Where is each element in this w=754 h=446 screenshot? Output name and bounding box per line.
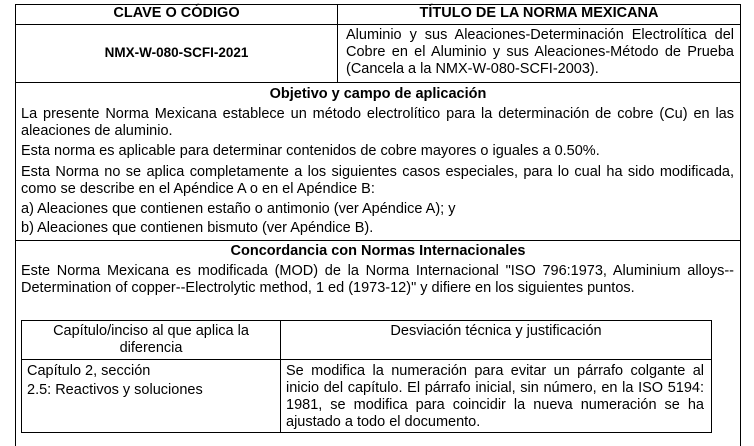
objective-heading: Objetivo y campo de aplicación bbox=[269, 86, 487, 102]
row1-justification-line-1: Se modifica la numeración para evitar un párrafo colgante al bbox=[286, 363, 704, 379]
objective-p2: Esta norma es aplicable para determinar contenidos de cobre mayores o iguales a 0.50%. bbox=[21, 143, 600, 159]
inner-right-rule bbox=[711, 320, 712, 433]
inner-col1-header-line-1: Capítulo/inciso al que aplica la bbox=[53, 323, 249, 339]
objective-bottom-rule bbox=[15, 240, 741, 241]
objective-item-b: b) Aleaciones que contienen bismuto (ver Apéndice B). bbox=[21, 220, 374, 236]
standard-code: NMX-W-080-SCFI-2021 bbox=[104, 45, 249, 60]
header-bottom-rule bbox=[15, 24, 741, 25]
header-code-label: CLAVE O CÓDIGO bbox=[113, 5, 240, 21]
concordance-line-1: Este Norma Mexicana es modificada (MOD) de la Norma Internacional "ISO 796:1973, Aluminium alloys-- bbox=[21, 263, 734, 279]
standard-title-line-3: (Cancela a la NMX-W-080-SCFI-2003). bbox=[346, 61, 599, 77]
concordance-heading: Concordancia con Normas Internacionales bbox=[230, 243, 526, 259]
row1-section: 2.5: Reactivos y soluciones bbox=[27, 382, 203, 398]
objective-p3-line-1: Esta Norma no se aplica completamente a los siguientes casos especiales, para lo cual ha sido modificada, bbox=[21, 164, 734, 180]
inner-col1-header-line-2: diferencia bbox=[119, 340, 183, 356]
objective-p3-line-2: como se describe en el Apéndice A o en el Apéndice B: bbox=[21, 181, 375, 197]
inner-table-top-rule bbox=[21, 320, 712, 321]
standard-title-line-2: Cobre en el Aluminio y sus Aleaciones-Método de Prueba bbox=[346, 44, 734, 60]
inner-table-bottom-rule bbox=[21, 432, 712, 433]
objective-p1-line-1: La presente Norma Mexicana establece un método electrolítico para la determinación de cobre (Cu) en las bbox=[21, 106, 734, 122]
row1-chapter: Capítulo 2, sección bbox=[27, 363, 151, 379]
header-title-label: TÍTULO DE LA NORMA MEXICANA bbox=[419, 5, 659, 21]
objective-item-a: a) Aleaciones que contienen estaño o antimonio (ver Apéndice A); y bbox=[21, 201, 456, 217]
row1-justification-line-2: inicio del capítulo. El párrafo inicial, sin número, en la ISO 5194: bbox=[286, 380, 704, 396]
inner-col2-header: Desviación técnica y justificación bbox=[390, 323, 602, 339]
standard-row-bottom-rule bbox=[15, 82, 741, 83]
standard-title-line-1: Aluminio y sus Aleaciones-Determinación Electrolítica del bbox=[346, 27, 734, 43]
row1-justification-line-3: 1981, se modifica para coincidir la nueva numeración se ha bbox=[286, 397, 704, 413]
inner-header-bottom-rule bbox=[21, 359, 712, 360]
row1-justification-line-4: ajustado a todo el documento. bbox=[286, 414, 481, 430]
concordance-line-2: Determination of copper--Electrolytic method, 1 ed (1973-12)" y difiere en los siguientes puntos. bbox=[21, 280, 635, 296]
objective-p1-line-2: aleaciones de aluminio. bbox=[21, 123, 173, 139]
